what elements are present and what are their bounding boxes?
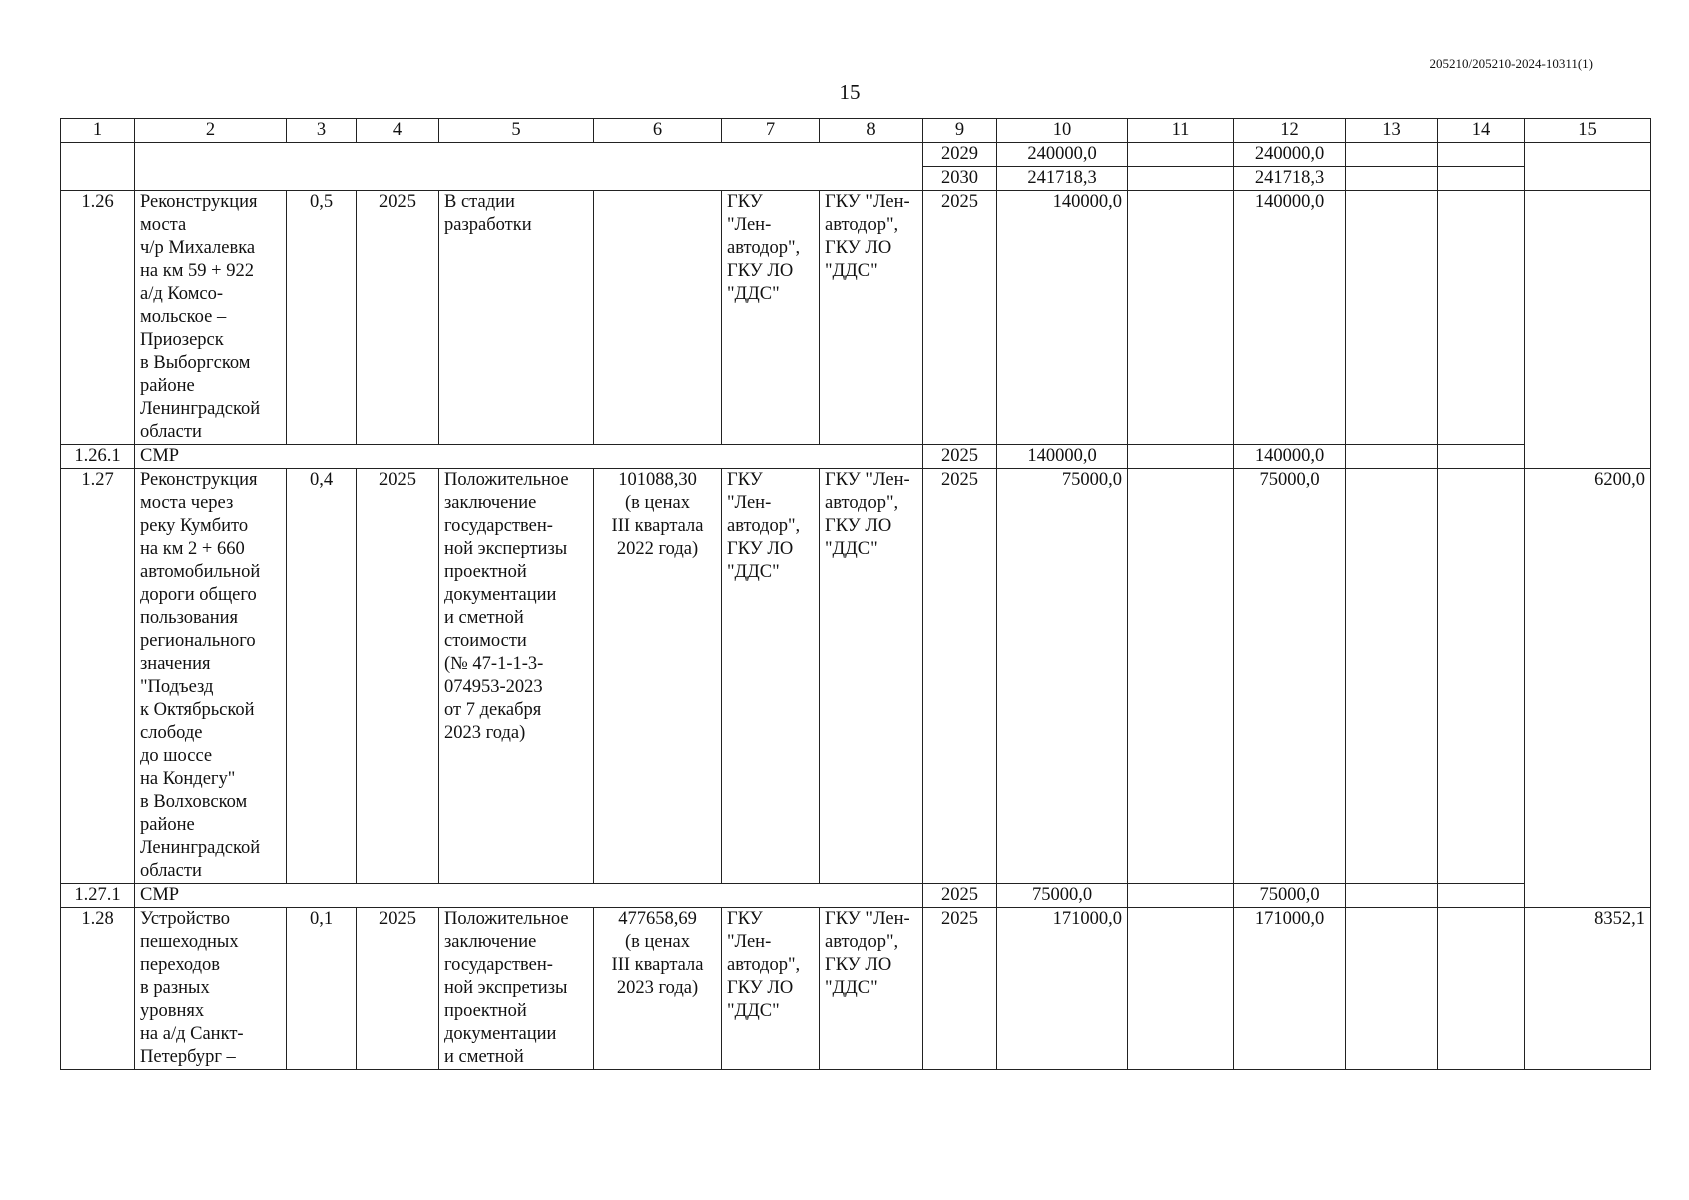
status-cell: В стадии разработки: [439, 191, 594, 445]
header-cell: 3: [287, 119, 357, 143]
year-cell: 2029: [923, 143, 997, 167]
empty-cell: [1346, 908, 1438, 1070]
row-number: 1.28: [61, 908, 135, 1070]
empty-cell: [1128, 143, 1234, 167]
year-cell: 2025: [923, 445, 997, 469]
year-cell: 2025: [923, 469, 997, 884]
year-cell: 2025: [357, 908, 439, 1070]
year-cell: 2025: [357, 191, 439, 445]
capacity-cell: 0,4: [287, 469, 357, 884]
empty-cell: [1525, 143, 1651, 191]
year-cell: 2030: [923, 167, 997, 191]
header-cell: 14: [1438, 119, 1525, 143]
capacity-cell: 0,5: [287, 191, 357, 445]
header-cell: 6: [594, 119, 722, 143]
empty-cell: [1438, 908, 1525, 1070]
continuation-row: [61, 143, 1651, 167]
object-name: Устройство пешеходных переходов в разных уровнях на а/д Санкт- Петербург –: [135, 908, 287, 1070]
header-cell: 7: [722, 119, 820, 143]
row-number: 1.27.1: [61, 884, 135, 908]
cost-cell: [594, 191, 722, 445]
customer-cell: ГКУ "Лен- автодор", ГКУ ЛО "ДДС": [722, 908, 820, 1070]
amount-cell: 241718,3: [1234, 167, 1346, 191]
empty-cell: [1346, 191, 1438, 445]
empty-cell: [1128, 884, 1234, 908]
header-cell: 9: [923, 119, 997, 143]
document-id: 205210/205210-2024-10311(1): [1429, 56, 1593, 71]
main-table: [60, 118, 1651, 1070]
row-number: 1.26.1: [61, 445, 135, 469]
amount-cell: 171000,0: [1234, 908, 1346, 1070]
amount-cell: 75000,0: [1234, 884, 1346, 908]
header-cell: 13: [1346, 119, 1438, 143]
work-type: СМР: [135, 884, 923, 908]
empty-cell: [1438, 167, 1525, 191]
empty-cell: [1438, 469, 1525, 884]
developer-cell: ГКУ "Лен- автодор", ГКУ ЛО "ДДС": [820, 191, 923, 445]
year-cell: 2025: [923, 191, 997, 445]
status-cell: Положительное заключение государствен- ной экспертизы проектной документации и сметной стоимости (№ 47-1-1-3- 074953-2023 от 7 декабря 2023 года): [439, 469, 594, 884]
cost-cell: 101088,30 (в ценах III квартала 2022 года): [594, 469, 722, 884]
amount-cell: 140000,0: [1234, 445, 1346, 469]
row-number: 1.26: [61, 191, 135, 445]
work-type: СМР: [135, 445, 923, 469]
amount-cell: 171000,0: [997, 908, 1128, 1070]
customer-cell: ГКУ "Лен- автодор", ГКУ ЛО "ДДС": [722, 191, 820, 445]
amount-cell: 140000,0: [997, 191, 1128, 445]
empty-cell: [1346, 445, 1438, 469]
status-cell: Положительное заключение государствен- ной экспретизы проектной документации и сметной: [439, 908, 594, 1070]
amount-cell: 240000,0: [1234, 143, 1346, 167]
header-cell: 4: [357, 119, 439, 143]
table-row: [61, 908, 1651, 1070]
header-cell: 1: [61, 119, 135, 143]
header-cell: 5: [439, 119, 594, 143]
table-row: [61, 191, 1651, 445]
row-number: 1.27: [61, 469, 135, 884]
year-cell: 2025: [923, 884, 997, 908]
empty-cell: [1128, 469, 1234, 884]
amount-cell: 75000,0: [1234, 469, 1346, 884]
empty-cell: [1128, 908, 1234, 1070]
cost-cell: 477658,69 (в ценах III квартала 2023 года): [594, 908, 722, 1070]
empty-cell: [1438, 884, 1525, 908]
cont-num-cell: [61, 143, 135, 191]
empty-cell: [1128, 191, 1234, 445]
amount-cell: 75000,0: [997, 884, 1128, 908]
header-cell: 10: [997, 119, 1128, 143]
empty-cell: [1128, 167, 1234, 191]
amount-cell: 241718,3: [997, 167, 1128, 191]
empty-cell: [1346, 469, 1438, 884]
empty-cell: [1438, 445, 1525, 469]
empty-cell: [1346, 143, 1438, 167]
page-number: 15: [839, 80, 861, 104]
empty-cell: [1346, 884, 1438, 908]
empty-cell: [1438, 143, 1525, 167]
header-row: [61, 119, 1651, 143]
table-subrow: [61, 884, 1651, 908]
customer-cell: ГКУ "Лен- автодор", ГКУ ЛО "ДДС": [722, 469, 820, 884]
table-subrow: [61, 445, 1651, 469]
empty-cell: [1128, 445, 1234, 469]
amount-cell: 140000,0: [997, 445, 1128, 469]
header-cell: 11: [1128, 119, 1234, 143]
object-name: Реконструкция моста ч/р Михалевка на км 59 + 922 а/д Комсо- мольское – Приозерск в Выборгском районе Ленинградской области: [135, 191, 287, 445]
empty-cell: [1438, 191, 1525, 445]
table-row: [61, 469, 1651, 884]
amount-cell: 240000,0: [997, 143, 1128, 167]
capacity-cell: 0,1: [287, 908, 357, 1070]
amount-cell: 75000,0: [997, 469, 1128, 884]
amount-cell: 8352,1: [1525, 908, 1651, 1070]
empty-cell: [1346, 167, 1438, 191]
header-cell: 12: [1234, 119, 1346, 143]
amount-cell: 140000,0: [1234, 191, 1346, 445]
header-cell: 15: [1525, 119, 1651, 143]
developer-cell: ГКУ "Лен- автодор", ГКУ ЛО "ДДС": [820, 908, 923, 1070]
header-cell: 2: [135, 119, 287, 143]
developer-cell: ГКУ "Лен- автодор", ГКУ ЛО "ДДС": [820, 469, 923, 884]
year-cell: 2025: [923, 908, 997, 1070]
object-name: Реконструкция моста через реку Кумбито на км 2 + 660 автомобильной дороги общего пользования регионального значения "Подъезд к Октябрьской слободе до шоссе на Кондегу" в Волховском районе Ленинградской области: [135, 469, 287, 884]
header-cell: 8: [820, 119, 923, 143]
year-cell: 2025: [357, 469, 439, 884]
cont-span-cell: [135, 143, 923, 191]
amount-cell: [1525, 191, 1651, 469]
amount-cell: 6200,0: [1525, 469, 1651, 908]
